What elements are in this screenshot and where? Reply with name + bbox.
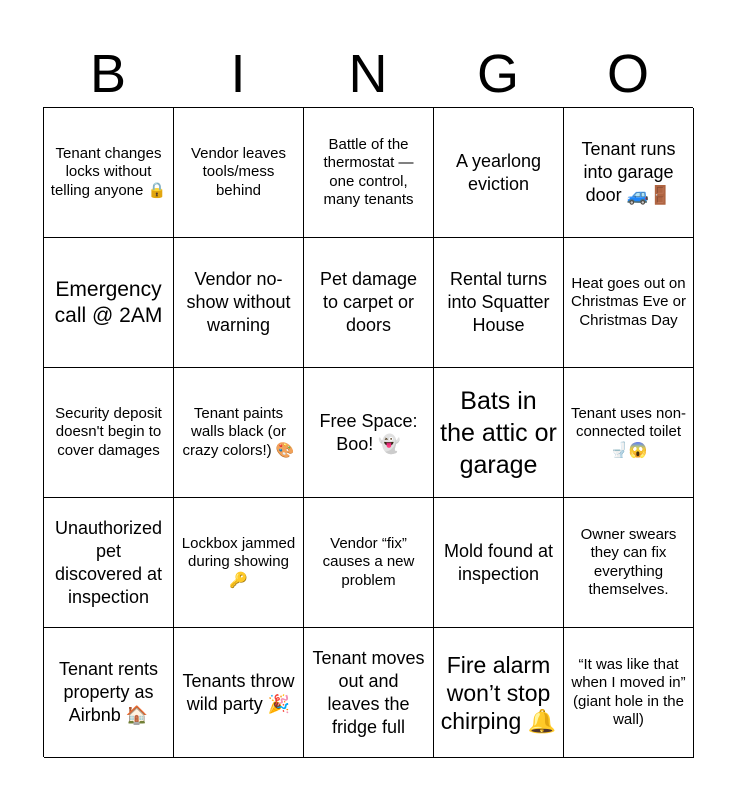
bingo-cell[interactable] (44, 368, 174, 498)
cell-text: “It was like that when I moved in” (giant hole in the wall) (571, 655, 686, 728)
cell-text: Pet damage to carpet or doors (319, 269, 418, 335)
bingo-cell[interactable] (44, 238, 174, 368)
cell-text: Tenant paints walls black (or crazy colors!) 🎨 (182, 404, 295, 459)
cell-text: Battle of the thermostat — one control, many tenants (323, 135, 414, 208)
cell-text: Rental turns into Squatter House (447, 269, 550, 335)
cell-text: Vendor no-show without warning (186, 269, 291, 335)
cell-text: Tenant rents property as Airbnb 🏠 (58, 659, 159, 725)
cell-text: Tenant changes locks without telling anyone 🔒 (50, 144, 167, 199)
cell-text: Tenants throw wild party 🎉 (182, 670, 295, 714)
bingo-cell[interactable] (434, 238, 564, 368)
bingo-cell[interactable] (44, 108, 174, 238)
cell-text: Owner swears they can fix everything themselves. (580, 525, 677, 598)
cell-text: Heat goes out on Christmas Eve or Christmas Day (570, 274, 687, 329)
bingo-cell[interactable] (44, 498, 174, 628)
bingo-cell[interactable] (434, 368, 564, 498)
bingo-cell[interactable] (564, 498, 694, 628)
bingo-header (43, 40, 693, 108)
cell-text: Vendor leaves tools/mess behind (190, 144, 287, 199)
cell-text: Lockbox jammed during showing 🔑 (181, 534, 296, 589)
bingo-board (43, 107, 693, 757)
bingo-cell[interactable] (174, 498, 304, 628)
cell-text: Vendor “fix” causes a new problem (322, 534, 415, 589)
header-letter-g: G (476, 44, 519, 104)
bingo-cell[interactable] (174, 628, 304, 758)
cell-text: Tenant moves out and leaves the fridge full (312, 647, 425, 737)
header-letter-n: N (348, 44, 388, 104)
header-letter-i: I (230, 44, 246, 104)
bingo-cell[interactable] (44, 628, 174, 758)
bingo-cell[interactable] (174, 368, 304, 498)
bingo-cell[interactable] (434, 498, 564, 628)
bingo-cell[interactable] (434, 628, 564, 758)
cell-text: Emergency call @ 2AM (54, 277, 163, 327)
bingo-cell[interactable] (304, 108, 434, 238)
bingo-cell[interactable] (174, 238, 304, 368)
bingo-cell[interactable] (564, 628, 694, 758)
bingo-cell[interactable] (304, 498, 434, 628)
bingo-cell[interactable] (564, 368, 694, 498)
cell-text: Fire alarm won’t stop chirping 🔔 (440, 651, 557, 734)
cell-text: Tenant runs into garage door 🚙🚪 (581, 139, 676, 205)
bingo-cell[interactable] (304, 628, 434, 758)
header-letter-b: B (89, 44, 127, 104)
cell-text: Tenant uses non-connected toilet 🚽😱 (570, 404, 687, 459)
header-letter-o: O (606, 44, 649, 104)
cell-text: Bats in the attic or garage (440, 386, 557, 479)
cell-text: A yearlong eviction (455, 150, 542, 194)
bingo-cell[interactable] (564, 238, 694, 368)
bingo-cell[interactable] (174, 108, 304, 238)
cell-text: Unauthorized pet discovered at inspection (54, 517, 163, 607)
bingo-cell[interactable] (434, 108, 564, 238)
bingo-cell[interactable] (304, 238, 434, 368)
cell-text: Security deposit doesn't begin to cover damages (55, 404, 162, 459)
free-space-cell[interactable] (304, 368, 434, 498)
cell-text: Mold found at inspection (443, 540, 554, 584)
bingo-cell[interactable] (564, 108, 694, 238)
cell-text: Free Space: Boo! 👻 (319, 410, 418, 454)
